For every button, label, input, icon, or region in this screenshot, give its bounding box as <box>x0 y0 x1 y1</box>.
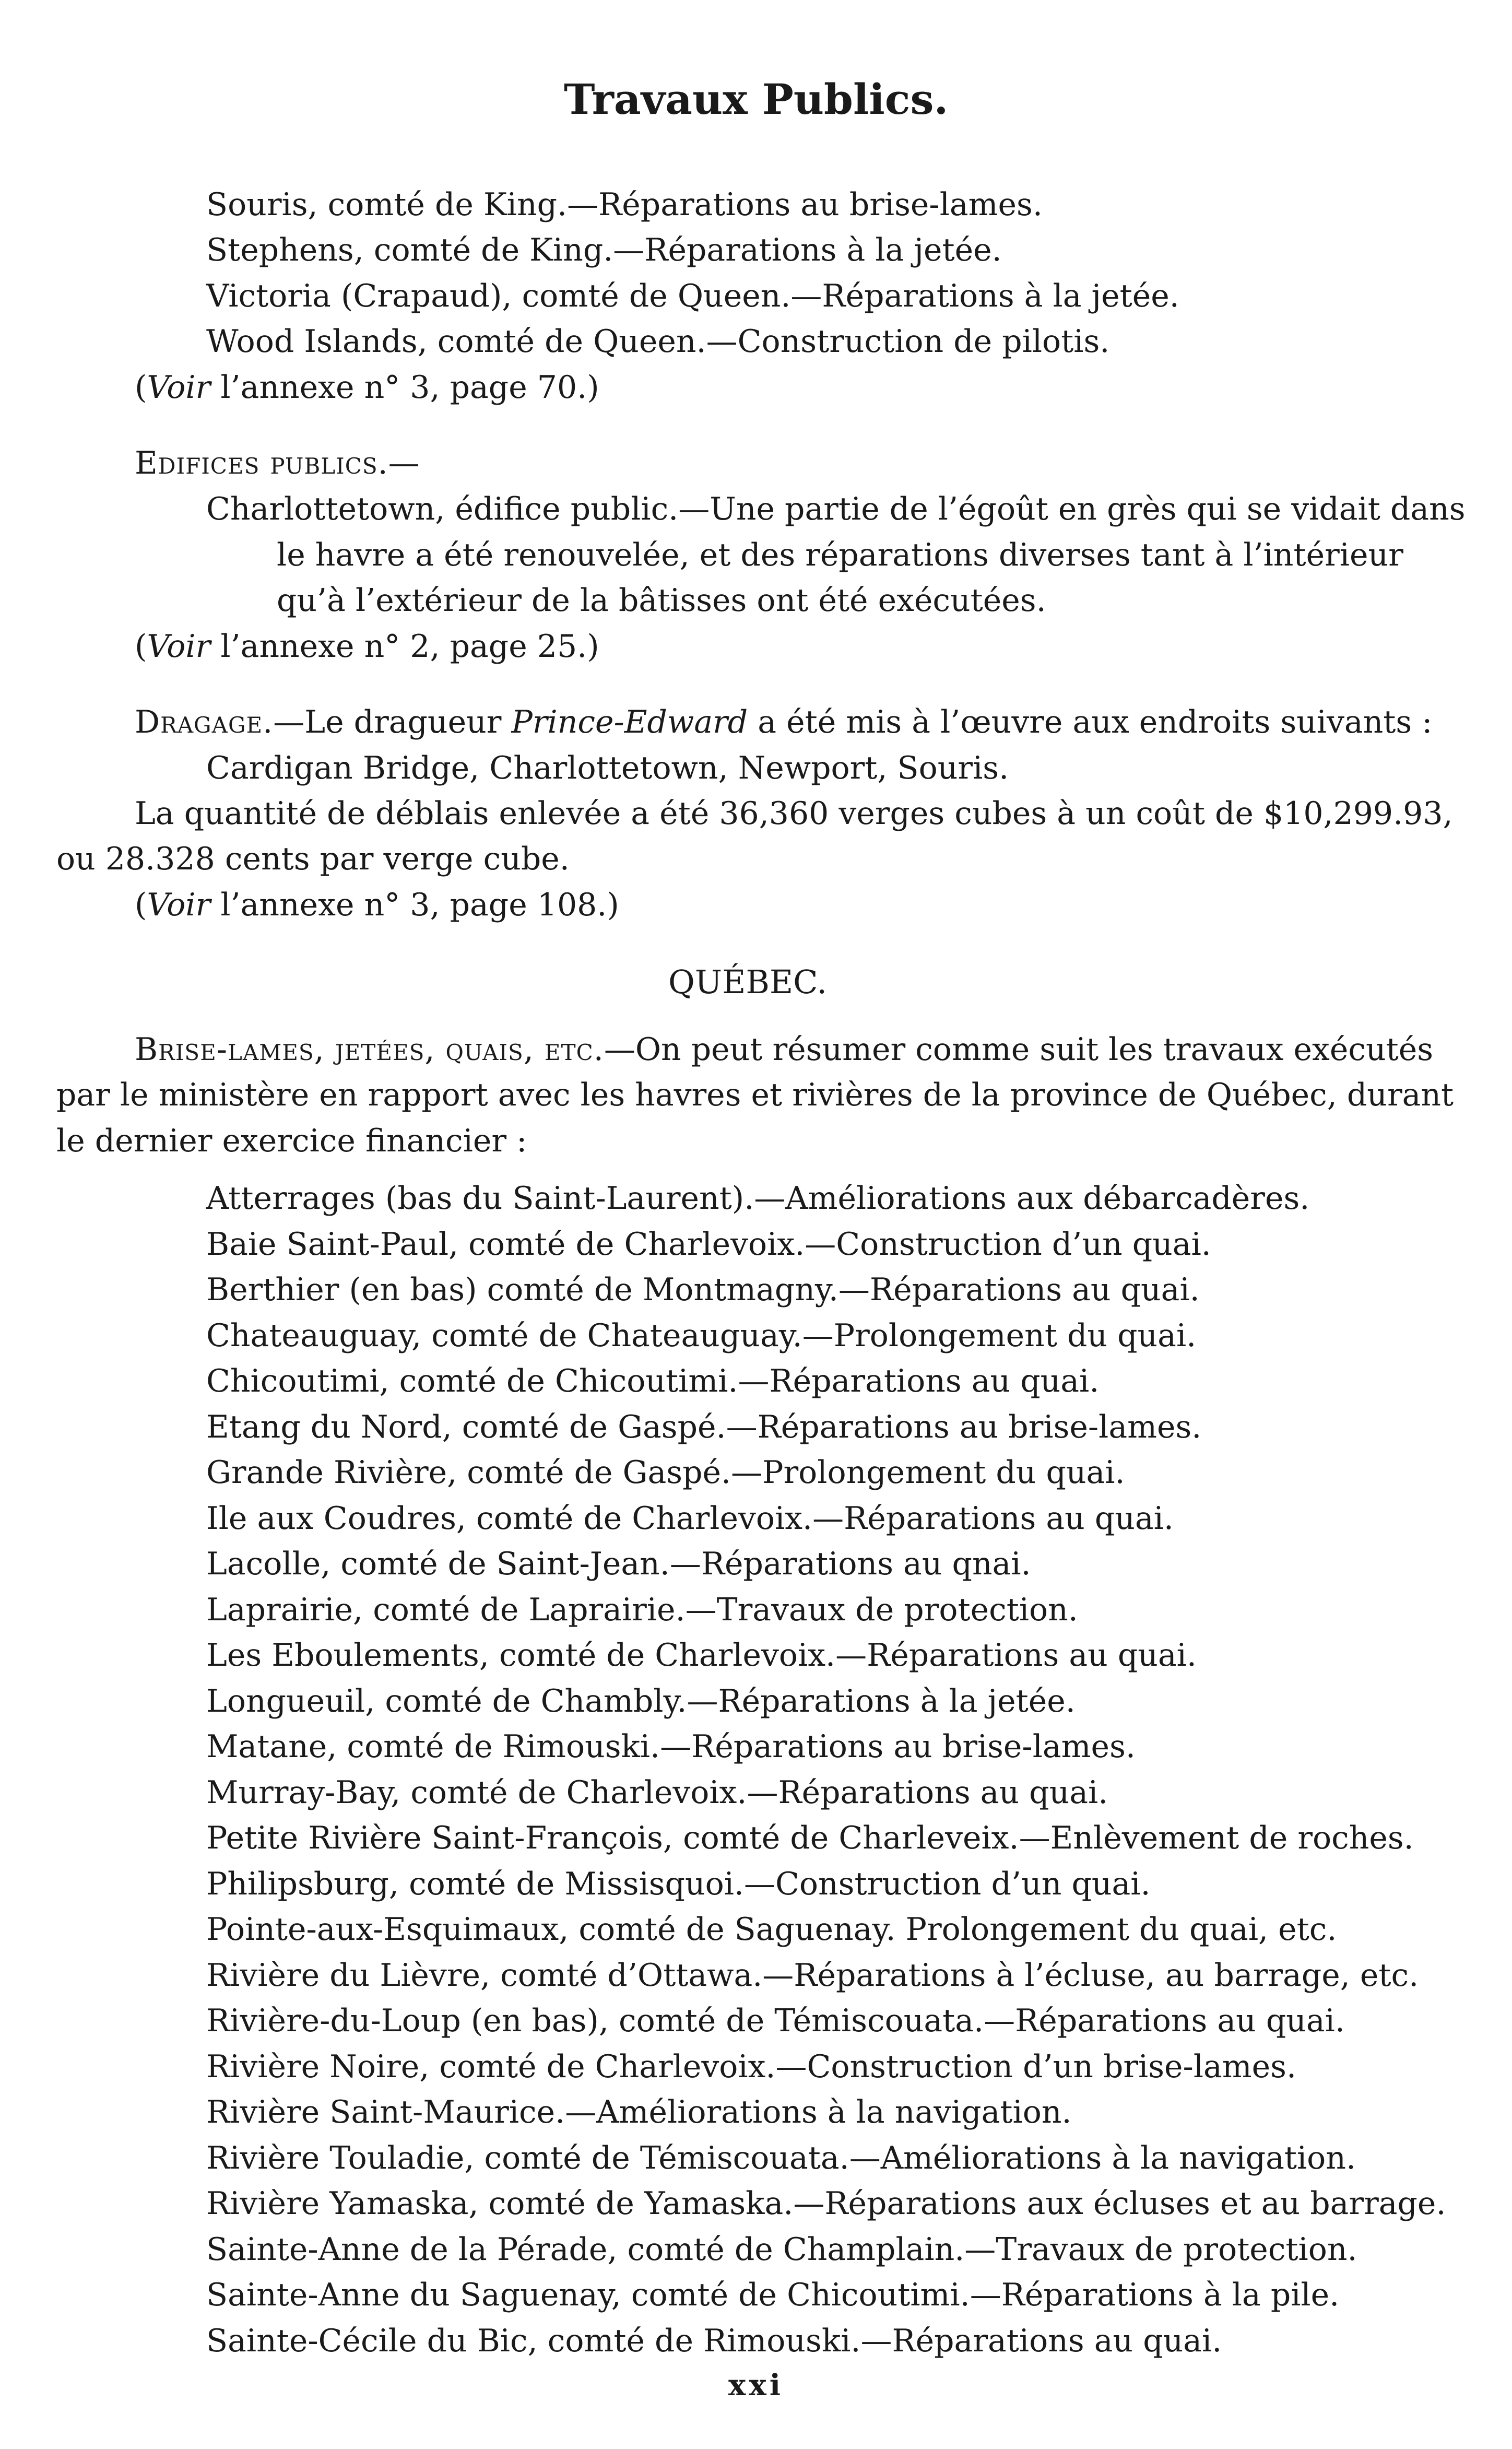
paragraph-line: qu’à l’extérieur de la bâtisses ont été exécutées. <box>277 582 1046 619</box>
list-item: Grande Rivière, comté de Gaspé.—Prolongement du quai. <box>206 1454 1125 1491</box>
list-item: Baie Saint-Paul, comté de Charlevoix.—Construction d’un quai. <box>206 1226 1211 1263</box>
list-item: Rivière Yamaska, comté de Yamaska.—Réparations aux écluses et au barrage. <box>206 2185 1446 2222</box>
annex-reference: (Voir l’annexe n° 3, page 108.) <box>135 887 619 923</box>
list-item: Etang du Nord, comté de Gaspé.—Réparations au brise-lames. <box>206 1409 1202 1445</box>
list-item: Rivière Touladie, comté de Témiscouata.—Améliorations à la navigation. <box>206 2140 1356 2176</box>
voir-label: Voir <box>147 369 211 406</box>
list-item: Laprairie, comté de Laprairie.—Travaux de protection. <box>206 1592 1078 1628</box>
list-item: Souris, comté de King.—Réparations au brise-lames. <box>206 186 1043 223</box>
annex-reference-text: l’annexe n° 3, page 108.) <box>210 887 619 923</box>
list-item: Ile aux Coudres, comté de Charlevoix.—Réparations au quai. <box>206 1500 1174 1537</box>
list-item: Sainte-Anne du Saguenay, comté de Chicoutimi.—Réparations à la pile. <box>206 2277 1340 2313</box>
voir-label: Voir <box>147 628 211 665</box>
voir-label: Voir <box>147 887 211 923</box>
list-item: Philipsburg, comté de Missisquoi.—Construction d’un quai. <box>206 1866 1151 1902</box>
annex-reference: (Voir l’annexe n° 2, page 25.) <box>135 628 599 665</box>
page-title: Travaux Publics. <box>564 75 949 124</box>
list-item: Rivière Noire, comté de Charlevoix.—Construction d’un brise-lames. <box>206 2048 1297 2085</box>
list-item: Les Eboulements, comté de Charlevoix.—Réparations au quai. <box>206 1637 1197 1674</box>
vessel-name: Prince-Edward <box>511 704 748 740</box>
intro-paragraph <box>135 1031 1434 1068</box>
paragraph-line: le havre a été renouvelée, et des réparations diverses tant à l’intérieur <box>277 537 1403 573</box>
list-item: Atterrages (bas du Saint-Laurent).—Améliorations aux débarcadères. <box>206 1180 1310 1217</box>
dragage-paragraph <box>135 704 1433 740</box>
list-item: Chateauguay, comté de Chateauguay.—Prolongement du quai. <box>206 1317 1197 1354</box>
section-heading-edifices: Edifices publics.— <box>135 445 420 481</box>
list-item: Rivière Saint-Maurice.—Améliorations à la navigation. <box>206 2094 1072 2130</box>
annex-reference: (Voir l’annexe n° 3, page 70.) <box>135 369 599 406</box>
list-item: Sainte-Cécile du Bic, comté de Rimouski.—Réparations au quai. <box>206 2323 1222 2359</box>
list-item: Lacolle, comté de Saint-Jean.—Réparations au qnai. <box>206 1546 1031 1582</box>
intro-text: —On peut résumer comme suit les travaux exécutés <box>604 1031 1434 1068</box>
section-heading-dragage: Dragage. <box>135 704 274 740</box>
paragraph-line: La quantité de déblais enlevée a été 36,360 verges cubes à un coût de $10,299.93, <box>135 795 1453 832</box>
list-item: Murray-Bay, comté de Charlevoix.—Réparations au quai. <box>206 1774 1108 1811</box>
list-item: Petite Rivière Saint-François, comté de Charleveix.—Enlèvement de roches. <box>206 1820 1414 1856</box>
list-item: Rivière du Lièvre, comté d’Ottawa.—Réparations à l’écluse, au barrage, etc. <box>206 1957 1419 1994</box>
list-item: Pointe-aux-Esquimaux, comté de Saguenay. Prolongement du quai, etc. <box>206 1911 1337 1948</box>
list-item: Rivière-du-Loup (en bas), comté de Témiscouata.—Réparations au quai. <box>206 2003 1345 2039</box>
paragraph-line: par le ministère en rapport avec les havres et rivières de la province de Québec, durant <box>56 1077 1454 1113</box>
paragraph-line: Charlottetown, édifice public.—Une partie de l’égoût en grès qui se vidait dans <box>206 491 1466 527</box>
list-item: Sainte-Anne de la Pérade, comté de Champlain.—Travaux de protection. <box>206 2231 1357 2268</box>
page-number: xxi <box>728 2368 784 2403</box>
annex-reference-text: l’annexe n° 3, page 70.) <box>210 369 599 406</box>
paragraph-line: ou 28.328 cents par verge cube. <box>56 841 570 877</box>
annex-reference-text: l’annexe n° 2, page 25.) <box>210 628 599 665</box>
list-item: Wood Islands, comté de Queen.—Construction de pilotis. <box>206 323 1110 360</box>
paragraph-line: le dernier exercice financier : <box>56 1123 527 1159</box>
list-item: Chicoutimi, comté de Chicoutimi.—Réparations au quai. <box>206 1363 1100 1399</box>
list-item: Matane, comté de Rimouski.—Réparations au brise-lames. <box>206 1728 1136 1765</box>
list-item: Stephens, comté de King.—Réparations à la jetée. <box>206 232 1002 268</box>
paragraph-line: Cardigan Bridge, Charlottetown, Newport, Souris. <box>206 750 1009 786</box>
list-item: Victoria (Crapaud), comté de Queen.—Réparations à la jetée. <box>206 278 1179 314</box>
section-heading-quebec: QUÉBEC. <box>668 963 828 1001</box>
intro-heading: Brise-lames, jetées, quais, etc. <box>135 1031 604 1068</box>
dragage-text: —Le dragueur <box>273 704 512 740</box>
dragage-text: a été mis à l’œuvre aux endroits suivants : <box>748 704 1433 740</box>
list-item: Longueuil, comté de Chambly.—Réparations à la jetée. <box>206 1683 1076 1720</box>
list-item: Berthier (en bas) comté de Montmagny.—Réparations au quai. <box>206 1271 1200 1308</box>
